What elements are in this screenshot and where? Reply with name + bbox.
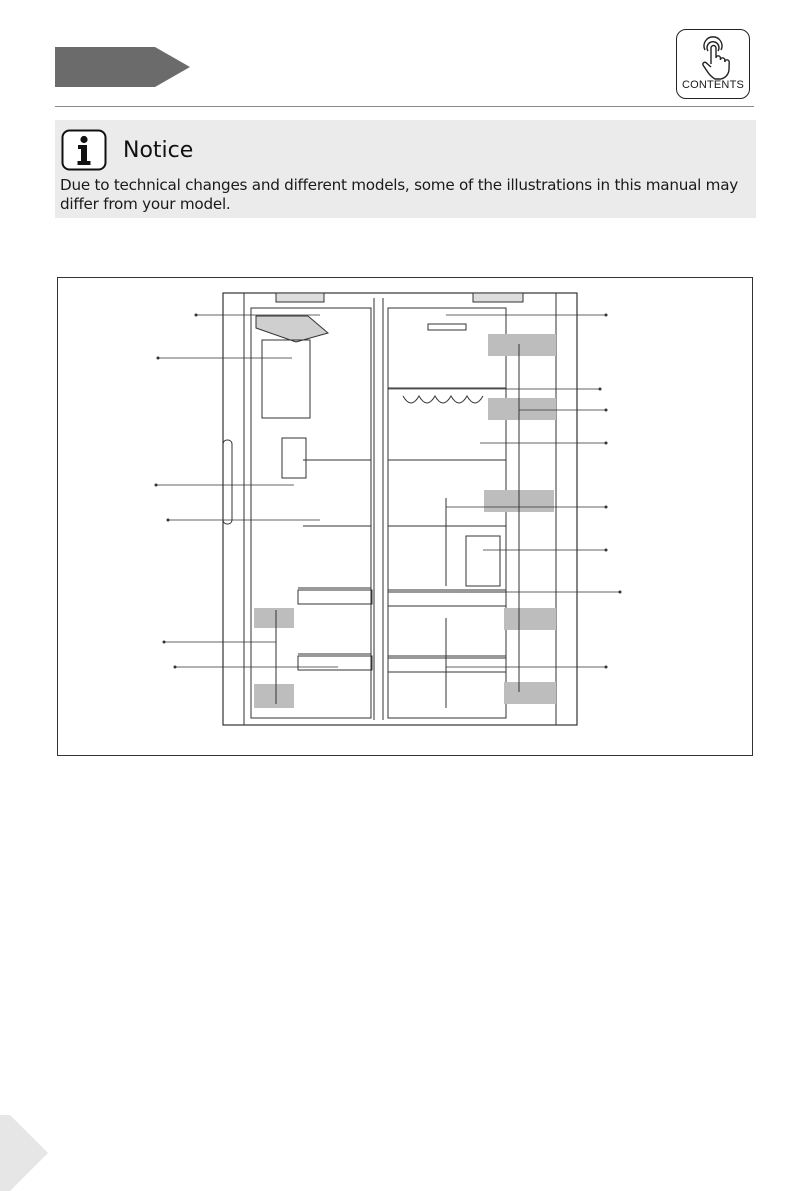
touch-hand-icon	[697, 36, 731, 80]
fridge-illustration	[58, 278, 754, 757]
section-tab-arrow	[55, 47, 190, 87]
contents-label: CONTENTS	[681, 79, 745, 91]
header-divider	[55, 106, 754, 107]
appliance-diagram	[57, 277, 753, 756]
contents-button[interactable]	[676, 29, 750, 99]
notice-text: Due to technical changes and different models, some of the illustrations in this manual may differ from your model.	[60, 176, 739, 213]
notice-box	[55, 120, 756, 218]
page-corner-tab	[0, 1115, 50, 1191]
notice-title: Notice	[123, 138, 194, 163]
info-icon	[61, 129, 107, 171]
